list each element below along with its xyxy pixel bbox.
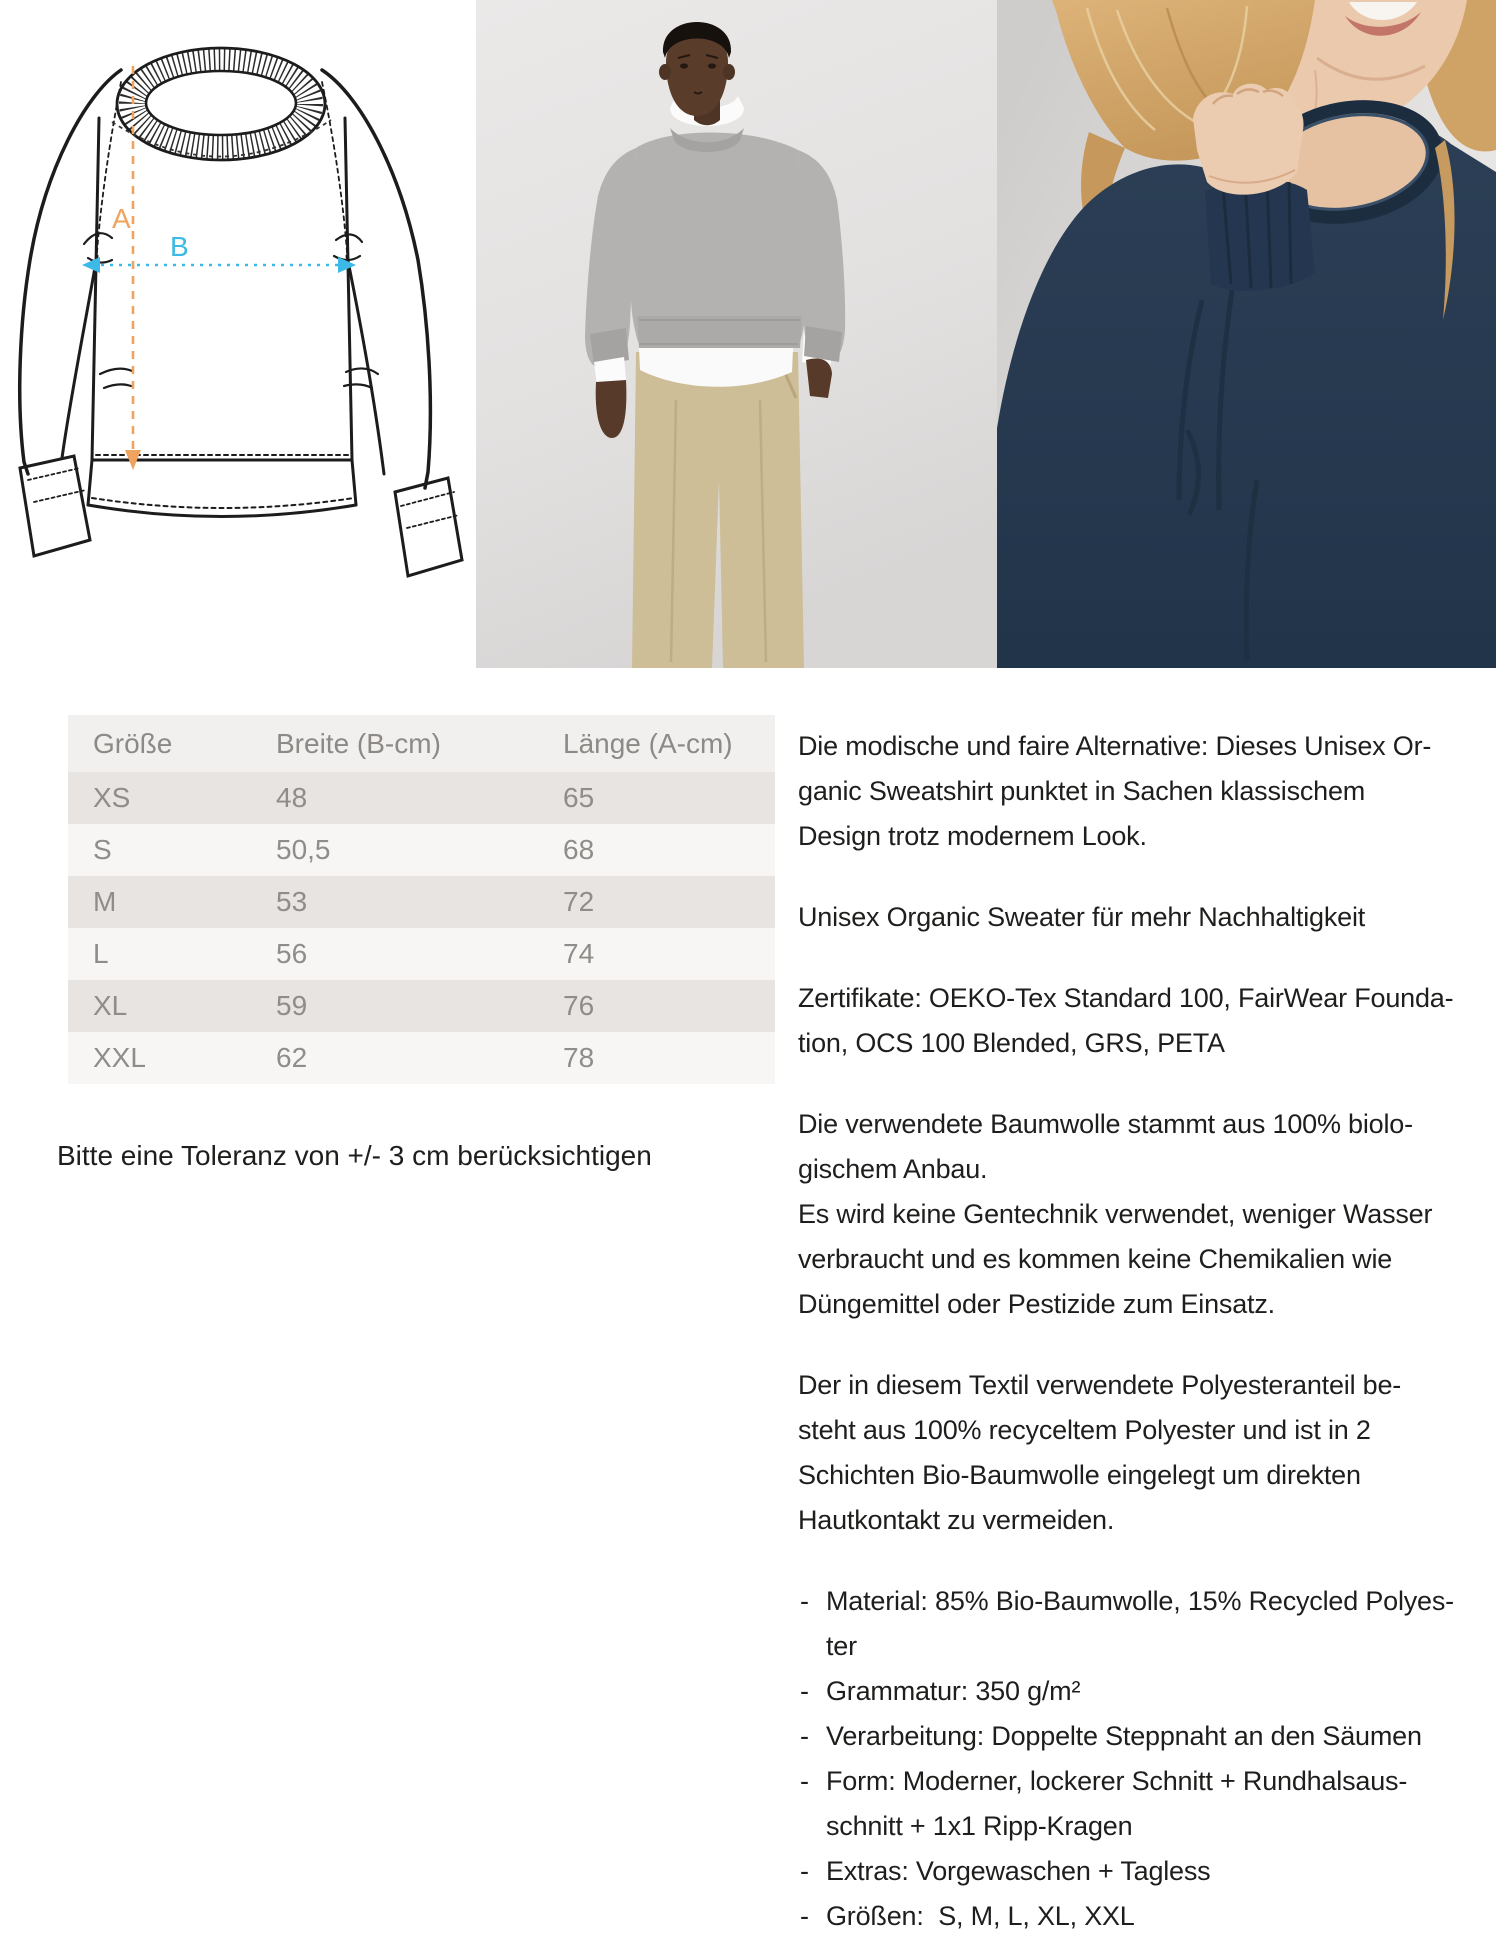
female-model-illustration — [997, 0, 1496, 668]
cell-breite: 50,5 — [276, 834, 331, 865]
cell-size: XXL — [93, 1042, 146, 1073]
cell-size: L — [93, 938, 109, 969]
bullet-lines: Extras: Vorgewaschen + Tagless — [826, 1856, 1211, 1886]
bullet-marker: - — [800, 1586, 809, 1616]
label-b: B — [170, 231, 189, 262]
cell-laenge: 76 — [563, 990, 595, 1021]
table-row — [68, 772, 775, 824]
cell-size: XS — [93, 782, 131, 813]
size-table-header — [68, 715, 775, 772]
cell-breite: 59 — [276, 990, 308, 1021]
bullet-marker: - — [800, 1856, 809, 1886]
sweatshirt-line-drawing — [0, 0, 476, 668]
paragraph-lines: Die verwendete Baumwolle stammt aus 100% biolo- gischem Anbau. Es wird keine Gentechnik verwendet, weniger Wasser verbraucht und es kommen keine Chemikalien wie Düngemittel oder Pestizide zum Einsatz. — [798, 1109, 1433, 1319]
bullet-lines: Verarbeitung: Doppelte Steppnaht an den Säumen — [826, 1721, 1422, 1751]
cell-laenge: 74 — [563, 938, 595, 969]
bullet-lines: Form: Moderner, lockerer Schnitt + Rundhalsaus- schnitt + 1x1 Ripp-Kragen — [826, 1766, 1408, 1841]
size-table — [68, 715, 775, 1084]
paragraph-lines: Unisex Organic Sweater für mehr Nachhaltigkeit — [798, 902, 1366, 932]
cell-breite: 48 — [276, 782, 308, 813]
cell-size: S — [93, 834, 112, 865]
bullet-marker: - — [800, 1766, 809, 1796]
header-groesse: Größe — [93, 727, 173, 759]
bullet-marker: - — [800, 1721, 809, 1751]
bullet-item — [798, 1714, 1496, 1759]
paragraph-lines: Zertifikate: OEKO-Tex Standard 100, FairWear Founda- tion, OCS 100 Blended, GRS, PETA — [798, 983, 1454, 1058]
table-row — [68, 876, 775, 928]
cell-laenge: 68 — [563, 834, 595, 865]
bullet-lines: Grammatur: 350 g/m² — [826, 1676, 1081, 1706]
measure-b-arrow — [82, 257, 356, 273]
table-row — [68, 824, 775, 876]
cell-breite: 56 — [276, 938, 308, 969]
paragraph — [798, 724, 1496, 859]
label-a: A — [112, 203, 131, 234]
model-photo-female — [997, 0, 1496, 668]
table-row — [68, 980, 775, 1032]
tolerance-note: Bitte eine Toleranz von +/- 3 cm berücksichtigen — [57, 1140, 652, 1171]
cell-laenge: 78 — [563, 1042, 595, 1073]
bullet-item — [798, 1669, 1496, 1714]
male-model-illustration — [476, 0, 997, 668]
bullet-lines: Material: 85% Bio-Baumwolle, 15% Recycled Polyes- ter — [826, 1586, 1454, 1661]
table-row — [68, 1032, 775, 1084]
paragraph — [798, 976, 1496, 1066]
header-laenge: Länge (A-cm) — [563, 727, 733, 759]
paragraph — [798, 1102, 1496, 1327]
model-photo-male — [476, 0, 997, 668]
bullet-item — [798, 1759, 1496, 1849]
cell-size: XL — [93, 990, 128, 1021]
paragraph — [798, 1363, 1496, 1543]
description-paragraphs — [798, 724, 1496, 1543]
bullet-marker: - — [800, 1901, 809, 1931]
bullet-marker: - — [800, 1676, 809, 1706]
paragraph-lines: Die modische und faire Alternative: Dieses Unisex Or- ganic Sweatshirt punktet in Sachen klassischem Design trotz modernem Look. — [798, 731, 1432, 851]
table-row — [68, 928, 775, 980]
product-description — [798, 724, 1496, 1939]
paragraph-lines: Der in diesem Textil verwendete Polyesteranteil be- steht aus 100% recyceltem Polyester und ist in 2 Schichten Bio-Baumwolle eingelegt um direkten Hautkontakt zu vermeiden. — [798, 1370, 1402, 1535]
header-breite: Breite (B-cm) — [276, 727, 441, 759]
bullet-item — [798, 1579, 1496, 1669]
paragraph — [798, 895, 1496, 940]
cell-size: M — [93, 886, 117, 917]
size-table-rows — [68, 772, 775, 1084]
bullet-item — [798, 1894, 1496, 1939]
collar-rib — [112, 48, 331, 160]
bullet-item — [798, 1849, 1496, 1894]
cell-breite: 53 — [276, 886, 308, 917]
cell-laenge: 65 — [563, 782, 595, 813]
cell-breite: 62 — [276, 1042, 308, 1073]
size-sketch-image — [0, 0, 476, 668]
cell-laenge: 72 — [563, 886, 595, 917]
bullet-lines: Größen: S, M, L, XL, XXL — [826, 1901, 1135, 1931]
spec-bullet-list — [798, 1579, 1496, 1939]
